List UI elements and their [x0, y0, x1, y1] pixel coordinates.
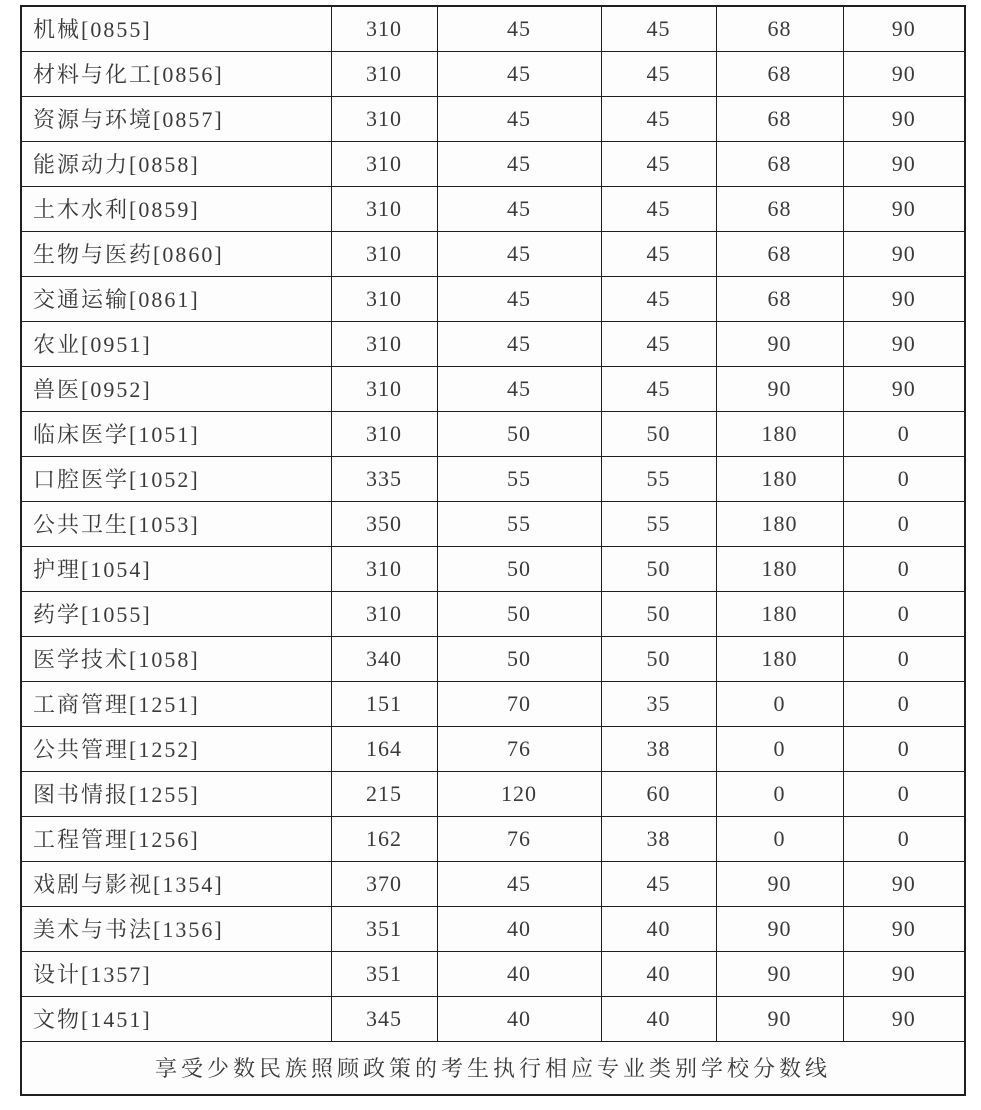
table-row: [21, 231, 965, 276]
score-cell: 45: [437, 51, 601, 96]
score-cell: 180: [716, 411, 843, 456]
major-name-cell: 公共管理[1252]: [21, 726, 331, 771]
score-cell: 38: [601, 726, 716, 771]
score-cell: 90: [843, 276, 965, 321]
score-cell: 310: [331, 276, 437, 321]
score-cell: 90: [843, 141, 965, 186]
major-name-cell: 交通运输[0861]: [21, 276, 331, 321]
score-table-body: [21, 6, 965, 1041]
table-row: [21, 366, 965, 411]
table-row: [21, 501, 965, 546]
major-name-cell: 设计[1357]: [21, 951, 331, 996]
score-cell: 90: [843, 96, 965, 141]
score-cell: 90: [843, 6, 965, 51]
score-cell: 180: [716, 456, 843, 501]
score-cell: 90: [843, 906, 965, 951]
score-cell: 38: [601, 816, 716, 861]
score-cell: 310: [331, 96, 437, 141]
table-row: [21, 51, 965, 96]
score-cell: 50: [437, 591, 601, 636]
score-cell: 45: [437, 861, 601, 906]
score-cell: 0: [843, 591, 965, 636]
major-name-cell: 机械[0855]: [21, 6, 331, 51]
score-cell: 0: [843, 771, 965, 816]
score-cell: 90: [716, 321, 843, 366]
score-cell: 45: [437, 6, 601, 51]
score-cell: 0: [843, 501, 965, 546]
table-row: [21, 861, 965, 906]
major-name-cell: 医学技术[1058]: [21, 636, 331, 681]
score-cell: 55: [437, 501, 601, 546]
score-cell: 310: [331, 321, 437, 366]
score-cell: 45: [437, 231, 601, 276]
table-row: [21, 321, 965, 366]
score-cell: 40: [437, 996, 601, 1041]
score-cell: 310: [331, 546, 437, 591]
table-row: [21, 636, 965, 681]
major-name-cell: 公共卫生[1053]: [21, 501, 331, 546]
score-cell: 310: [331, 141, 437, 186]
score-cell: 68: [716, 6, 843, 51]
admission-score-table: [20, 5, 966, 1096]
table-row: [21, 726, 965, 771]
score-cell: 90: [716, 861, 843, 906]
score-table-footer: [21, 1041, 965, 1095]
table-row: [21, 681, 965, 726]
score-cell: 50: [437, 636, 601, 681]
score-cell: 55: [601, 501, 716, 546]
score-cell: 180: [716, 636, 843, 681]
score-cell: 45: [437, 276, 601, 321]
score-cell: 0: [716, 816, 843, 861]
score-cell: 0: [716, 681, 843, 726]
score-cell: 180: [716, 501, 843, 546]
score-cell: 90: [843, 861, 965, 906]
score-cell: 40: [437, 951, 601, 996]
score-cell: 45: [437, 96, 601, 141]
score-cell: 310: [331, 51, 437, 96]
score-cell: 90: [843, 186, 965, 231]
score-cell: 310: [331, 366, 437, 411]
score-cell: 68: [716, 276, 843, 321]
score-cell: 76: [437, 726, 601, 771]
score-cell: 90: [843, 231, 965, 276]
score-cell: 45: [601, 6, 716, 51]
score-cell: 55: [601, 456, 716, 501]
table-row: [21, 996, 965, 1041]
score-cell: 45: [601, 51, 716, 96]
score-cell: 345: [331, 996, 437, 1041]
score-cell: 68: [716, 51, 843, 96]
score-cell: 90: [716, 996, 843, 1041]
table-row: [21, 456, 965, 501]
score-cell: 45: [601, 231, 716, 276]
score-cell: 351: [331, 951, 437, 996]
score-cell: 0: [843, 816, 965, 861]
major-name-cell: 图书情报[1255]: [21, 771, 331, 816]
score-cell: 45: [437, 366, 601, 411]
table-row: [21, 96, 965, 141]
score-cell: 310: [331, 231, 437, 276]
score-cell: 0: [843, 636, 965, 681]
score-cell: 45: [601, 321, 716, 366]
score-cell: 90: [843, 996, 965, 1041]
score-cell: 164: [331, 726, 437, 771]
score-cell: 68: [716, 141, 843, 186]
score-cell: 90: [843, 321, 965, 366]
table-row: [21, 276, 965, 321]
score-cell: 370: [331, 861, 437, 906]
score-cell: 350: [331, 501, 437, 546]
score-cell: 45: [601, 96, 716, 141]
minority-policy-note: 享受少数民族照顾政策的考生执行相应专业类别学校分数线: [21, 1041, 965, 1095]
score-cell: 68: [716, 186, 843, 231]
score-cell: 50: [437, 546, 601, 591]
table-row: [21, 546, 965, 591]
score-cell: 310: [331, 186, 437, 231]
score-cell: 45: [601, 186, 716, 231]
score-cell: 45: [437, 186, 601, 231]
score-cell: 40: [601, 996, 716, 1041]
score-cell: 90: [843, 951, 965, 996]
table-row: [21, 186, 965, 231]
score-cell: 151: [331, 681, 437, 726]
table-row: [21, 906, 965, 951]
score-cell: 340: [331, 636, 437, 681]
score-cell: 215: [331, 771, 437, 816]
table-row: [21, 141, 965, 186]
score-cell: 50: [437, 411, 601, 456]
score-cell: 335: [331, 456, 437, 501]
score-cell: 55: [437, 456, 601, 501]
major-name-cell: 护理[1054]: [21, 546, 331, 591]
table-row: [21, 591, 965, 636]
score-cell: 310: [331, 591, 437, 636]
score-cell: 120: [437, 771, 601, 816]
footer-row: [21, 1041, 965, 1095]
score-cell: 68: [716, 96, 843, 141]
score-cell: 180: [716, 591, 843, 636]
score-cell: 40: [437, 906, 601, 951]
score-cell: 0: [843, 546, 965, 591]
score-cell: 0: [843, 681, 965, 726]
major-name-cell: 材料与化工[0856]: [21, 51, 331, 96]
score-cell: 90: [716, 951, 843, 996]
score-cell: 50: [601, 636, 716, 681]
score-cell: 45: [601, 861, 716, 906]
major-name-cell: 文物[1451]: [21, 996, 331, 1041]
score-cell: 50: [601, 591, 716, 636]
score-cell: 90: [716, 906, 843, 951]
score-cell: 90: [843, 51, 965, 96]
major-name-cell: 药学[1055]: [21, 591, 331, 636]
table-row: [21, 951, 965, 996]
score-cell: 0: [843, 726, 965, 771]
score-cell: 68: [716, 231, 843, 276]
score-cell: 0: [843, 456, 965, 501]
score-cell: 50: [601, 546, 716, 591]
score-cell: 45: [437, 141, 601, 186]
table-row: [21, 6, 965, 51]
major-name-cell: 临床医学[1051]: [21, 411, 331, 456]
table-row: [21, 411, 965, 456]
major-name-cell: 资源与环境[0857]: [21, 96, 331, 141]
score-cell: 90: [716, 366, 843, 411]
score-cell: 70: [437, 681, 601, 726]
major-name-cell: 兽医[0952]: [21, 366, 331, 411]
score-cell: 50: [601, 411, 716, 456]
score-cell: 351: [331, 906, 437, 951]
score-cell: 45: [601, 141, 716, 186]
major-name-cell: 工程管理[1256]: [21, 816, 331, 861]
table-row: [21, 816, 965, 861]
major-name-cell: 口腔医学[1052]: [21, 456, 331, 501]
major-name-cell: 生物与医药[0860]: [21, 231, 331, 276]
score-cell: 310: [331, 411, 437, 456]
major-name-cell: 戏剧与影视[1354]: [21, 861, 331, 906]
score-cell: 180: [716, 546, 843, 591]
table-row: [21, 771, 965, 816]
score-cell: 0: [843, 411, 965, 456]
major-name-cell: 工商管理[1251]: [21, 681, 331, 726]
score-cell: 90: [843, 366, 965, 411]
major-name-cell: 能源动力[0858]: [21, 141, 331, 186]
score-cell: 0: [716, 771, 843, 816]
score-cell: 45: [437, 321, 601, 366]
score-cell: 162: [331, 816, 437, 861]
score-cell: 76: [437, 816, 601, 861]
score-cell: 0: [716, 726, 843, 771]
score-cell: 35: [601, 681, 716, 726]
major-name-cell: 农业[0951]: [21, 321, 331, 366]
score-cell: 45: [601, 366, 716, 411]
score-cell: 40: [601, 951, 716, 996]
score-cell: 40: [601, 906, 716, 951]
major-name-cell: 美术与书法[1356]: [21, 906, 331, 951]
score-cell: 310: [331, 6, 437, 51]
score-cell: 60: [601, 771, 716, 816]
score-cell: 45: [601, 276, 716, 321]
major-name-cell: 土木水利[0859]: [21, 186, 331, 231]
